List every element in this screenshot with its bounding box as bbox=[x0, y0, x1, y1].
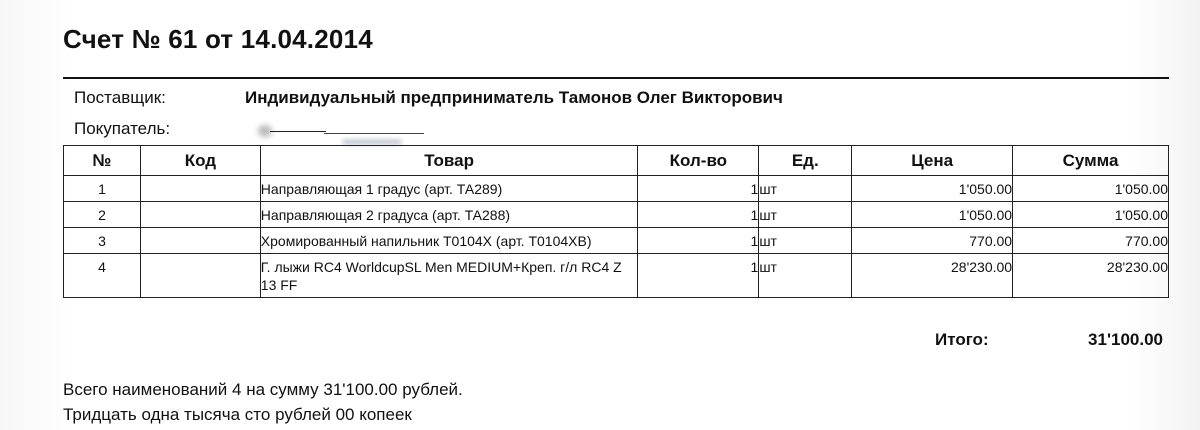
summary-amount-words: Тридцать одна тысяча сто рублей 00 копеек bbox=[63, 405, 412, 424]
supplier-value: Индивидуальный предприниматель Тамонов Олег Викторович bbox=[245, 88, 783, 107]
cell-sum: 1'050.00 bbox=[1013, 202, 1169, 228]
cell-unit: шт bbox=[759, 254, 852, 298]
header-code: Код bbox=[140, 146, 260, 176]
cell-sum: 28'230.00 bbox=[1013, 254, 1169, 298]
cell-num: 3 bbox=[64, 228, 141, 254]
cell-price: 28'230.00 bbox=[852, 254, 1013, 298]
total-label: Итого: bbox=[935, 330, 989, 349]
summary-items-count: Всего наименований 4 на сумму 31'100.00 рублей. bbox=[63, 380, 463, 399]
cell-code bbox=[140, 254, 260, 298]
cell-unit: шт bbox=[759, 176, 852, 202]
cell-num: 2 bbox=[64, 202, 141, 228]
buyer-redacted-value bbox=[258, 123, 428, 145]
cell-product: Хромированный напильник Т0104Х (арт. Т0104ХВ) bbox=[260, 228, 638, 254]
supplier-label: Поставщик: bbox=[74, 88, 166, 107]
title-divider bbox=[63, 77, 1169, 79]
items-table bbox=[63, 145, 1169, 298]
cell-price: 1'050.00 bbox=[852, 202, 1013, 228]
buyer-label: Покупатель: bbox=[74, 119, 171, 138]
invoice-title: Счет № 61 от 14.04.2014 bbox=[63, 24, 373, 54]
cell-unit: шт bbox=[759, 228, 852, 254]
cell-qty: 1 bbox=[638, 228, 759, 254]
header-qty: Кол-во bbox=[638, 146, 759, 176]
cell-qty: 1 bbox=[638, 202, 759, 228]
cell-unit: шт bbox=[759, 202, 852, 228]
cell-code bbox=[140, 176, 260, 202]
cell-qty: 1 bbox=[638, 254, 759, 298]
table-row bbox=[64, 254, 1169, 298]
table-row bbox=[64, 202, 1169, 228]
cell-product: Г. лыжи RC4 WorldcupSL Men MEDIUM+Креп. г/л RC4 Z 13 FF bbox=[260, 254, 638, 298]
header-product: Товар bbox=[260, 146, 638, 176]
cell-sum: 1'050.00 bbox=[1013, 176, 1169, 202]
header-num: № bbox=[64, 146, 141, 176]
total-value: 31'100.00 bbox=[1088, 330, 1163, 349]
cell-qty: 1 bbox=[638, 176, 759, 202]
table-row bbox=[64, 176, 1169, 202]
header-price: Цена bbox=[852, 146, 1013, 176]
cell-num: 4 bbox=[64, 254, 141, 298]
table-header-row bbox=[64, 146, 1169, 176]
cell-num: 1 bbox=[64, 176, 141, 202]
cell-price: 770.00 bbox=[852, 228, 1013, 254]
table-row bbox=[64, 228, 1169, 254]
cell-code bbox=[140, 202, 260, 228]
header-sum: Сумма bbox=[1013, 146, 1169, 176]
header-unit: Ед. bbox=[759, 146, 852, 176]
cell-product: Направляющая 1 градус (арт. ТА289) bbox=[260, 176, 638, 202]
cell-sum: 770.00 bbox=[1013, 228, 1169, 254]
cell-product: Направляющая 2 градуса (арт. ТА288) bbox=[260, 202, 638, 228]
cell-code bbox=[140, 228, 260, 254]
cell-price: 1'050.00 bbox=[852, 176, 1013, 202]
